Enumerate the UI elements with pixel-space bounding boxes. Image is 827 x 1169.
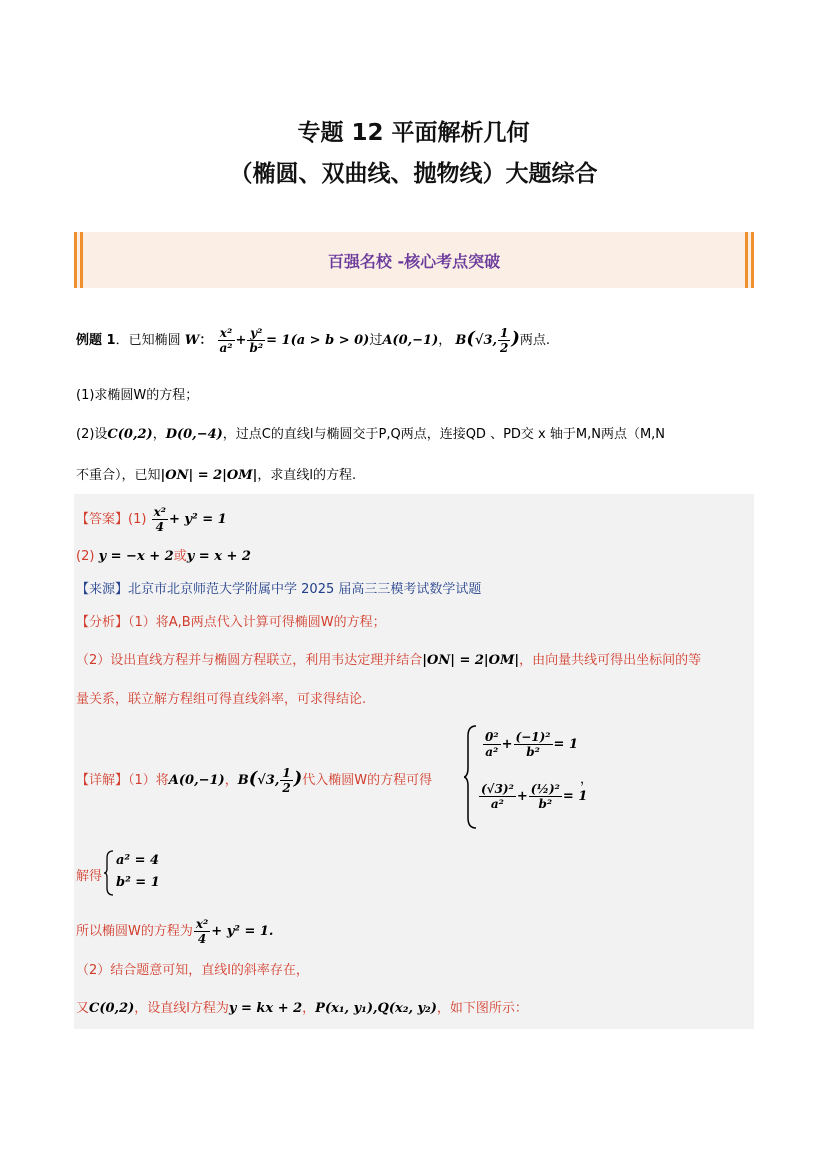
analysis-label: 【分析】: [76, 615, 129, 630]
solve-label: 解得: [76, 869, 103, 884]
frac-one-half: $\frac{1}{2}$: [500, 326, 509, 355]
pass-text: 过: [369, 333, 383, 348]
detail-point-a: A(0,−1): [168, 773, 225, 788]
detail-point-b-label: B: [237, 773, 249, 788]
solve-b2: b² = 1: [116, 875, 160, 890]
detail-part2: （2）结合题意可知，直线l的斜率存在，: [76, 963, 309, 978]
line-point-c: C(0,2): [89, 1001, 135, 1016]
problem-label: 例题 1: [76, 333, 116, 348]
detail-frac-one-half: $\frac{1}{2}$: [282, 766, 291, 795]
equation-system: [464, 724, 634, 830]
analysis-line-3: 量关系，联立解方程组可得直线斜率，可求得结论.: [76, 692, 367, 707]
system-eq1: $\frac{\text{0²}}{\text{a²}}$ + $\frac{\text{(−1)²}}{\text{b²}}$ = 1: [485, 730, 578, 759]
frac-y2-b2: $\frac{\text{y²}}{\text{b²}}$: [249, 326, 264, 355]
analysis-line-1: [76, 611, 386, 630]
ellipse-condition: (a > b > 0): [290, 333, 370, 348]
detail-d1a: （1）将: [128, 773, 169, 788]
analysis-line-2: [76, 649, 701, 668]
ellipse-name: W: [184, 333, 200, 348]
analysis-p2b: ，由向量共线可得出坐标间的等: [519, 653, 702, 668]
point-d: D(0,−4): [165, 427, 223, 442]
part2-text: ，过点C的直线l与椭圆交于P,Q两点，连接QD 、PD交 x 轴于M,N两点（M,N: [222, 427, 666, 442]
part2-condition: |ON| = 2|OM|: [160, 468, 258, 483]
source-text: 北京市北京师范大学附属中学 2025 届高三三模考试数学试题: [128, 582, 482, 597]
banner-label: 百强名校 -核心考点突破: [327, 252, 501, 271]
answer-label: 【答案】: [76, 512, 129, 527]
analysis-cond: |ON| = 2|OM|: [422, 653, 520, 668]
doc-title-line1: 专题 12 平面解析几何: [297, 120, 530, 146]
answer-2-prefix: (2): [76, 549, 95, 564]
problem-part2-line1: (2)设C(0,2)，D(0,−4)，过点C的直线l与椭圆交于P,Q两点，连接QD 、PD交 x 轴于M,N两点（M,N: [76, 427, 666, 442]
line-points: P(x₁, y₁),Q(x₂, y₂): [315, 1001, 437, 1016]
line-b: ，设直线l方程为: [134, 1001, 229, 1016]
detail-line-1: 【详解】（1）将A(0,−1)，B(√3, $\frac{1}{2}$ )代入椭圆W的方程可得: [76, 766, 433, 795]
solve-a2: a² = 4: [116, 853, 160, 868]
analysis-p2a: （2）设出直线方程并与椭圆方程联立，利用韦达定理并结合: [76, 653, 423, 668]
solve-brace: [104, 850, 114, 896]
source-line: [76, 578, 481, 597]
result-frac-x2-4: $\frac{\text{x²}}{4}$: [195, 917, 209, 946]
answer-2-eq2: y = x + 2: [186, 549, 251, 564]
answer-line-1: [76, 505, 227, 534]
system-comma: ，: [580, 772, 594, 787]
frac-x2-a2: $\frac{\text{x²}}{\text{a²}}$: [219, 326, 233, 355]
part2-tail: ，求直线l的方程.: [257, 468, 357, 483]
doc-title-line2: （椭圆、双曲线、抛物线）大题综合: [229, 161, 598, 187]
solve-line: [76, 865, 102, 884]
answer-2-or: 或: [173, 549, 187, 564]
line-a: 又: [76, 1001, 90, 1016]
result-eq: + y² = 1.: [211, 924, 274, 939]
result-line: [76, 917, 273, 946]
line-c: ，如下图所示：: [436, 1001, 528, 1016]
answer-2-eq1: y = −x + 2: [98, 549, 174, 564]
answer-line-2: [76, 545, 251, 564]
detail-line-eq: 又C(0,2)，设直线l方程为y = kx + 2，P(x₁, y₁),Q(x₂, y₂)，如下图所示：: [76, 1001, 528, 1016]
analysis-p1: （1）将A,B两点代入计算可得椭圆W的方程；: [128, 615, 386, 630]
problem-part1: (1)求椭圆W的方程；: [76, 388, 199, 403]
problem-line-1: 例题 1．已知椭圆 W： $\frac{\text{x²}}{\text{a²}}$ + $\frac{\text{y²}}{\text{b²}}$ = 1(a > b > 0)过A(0,−1)， B(√3, $\frac{1}{2}$ )两点.: [76, 326, 551, 355]
point-b-label: B: [455, 333, 467, 348]
point-a: A(0,−1): [382, 333, 439, 348]
result-prefix: 所以椭圆W的方程为: [76, 924, 193, 939]
section-banner: [74, 232, 754, 288]
problem-intro: ．已知椭圆: [115, 333, 181, 348]
line-equation: y = kx + 2: [228, 1001, 303, 1016]
problem-part2-line2: [76, 464, 356, 483]
answer-1-eq: + y² = 1: [169, 512, 227, 527]
solution-panel: [74, 494, 754, 1029]
answer-frac-x2-4: $\frac{\text{x²}}{4}$: [153, 505, 166, 534]
detail-d1b: 代入椭圆W的方程可得: [302, 773, 433, 788]
point-c: C(0,2): [107, 427, 153, 442]
answer-1-prefix: (1): [128, 512, 147, 527]
detail-label: 【详解】: [76, 773, 129, 788]
system-brace: [464, 724, 478, 830]
solve-system: a² = 4 b² = 1 ，: [104, 850, 174, 896]
source-label: 【来源】: [76, 582, 129, 597]
part2-cond-prefix: 不重合），已知: [76, 468, 161, 483]
part2-prefix: (2)设: [76, 427, 108, 442]
system-eq2: $\frac{\text{(√3)²}}{\text{a²}}$ + $\frac{\text{(½)²}}{\text{b²}}$ = 1: [481, 782, 588, 811]
problem-tail: 两点.: [519, 333, 551, 348]
